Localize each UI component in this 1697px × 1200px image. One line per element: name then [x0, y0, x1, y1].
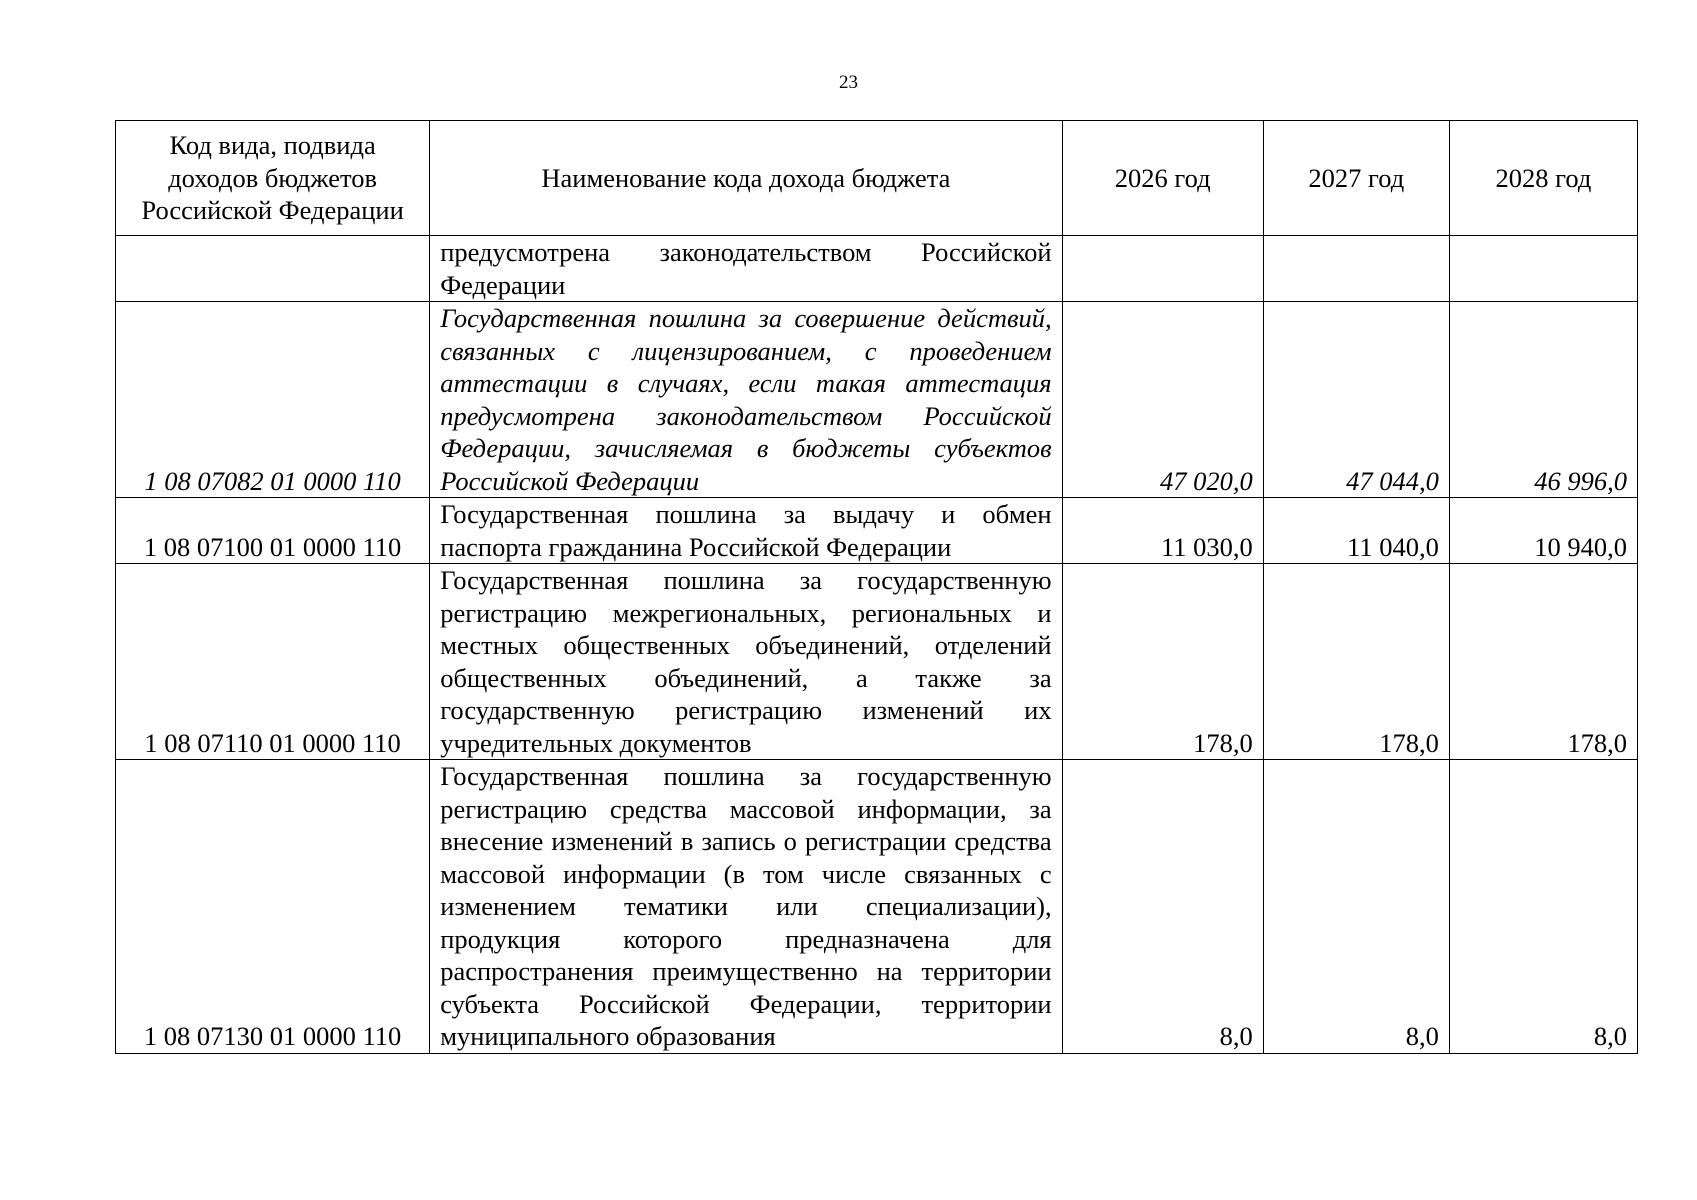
row-name: Государственная пошлина за государственную регистрацию межрегиональных, региональных и местных общественных объединений, отделений общественных объединений, а также за государственную регистрацию изменений их учредительных документов [430, 564, 1062, 760]
row-value-2026: 178,0 [1062, 564, 1263, 760]
row-code: 1 08 07130 01 0000 110 [116, 760, 430, 1054]
table-header-row [116, 121, 1638, 236]
row-code: 1 08 07100 01 0000 110 [116, 498, 430, 564]
row-value-2028: 178,0 [1449, 564, 1637, 760]
row-value-2028 [1449, 236, 1637, 302]
table-row [116, 564, 1638, 760]
row-value-2026: 8,0 [1062, 760, 1263, 1054]
page-number: 23 [839, 72, 858, 93]
header-year-2028: 2028 год [1449, 121, 1637, 236]
header-name: Наименование кода дохода бюджета [430, 121, 1062, 236]
table-row [116, 760, 1638, 1054]
row-name: Государственная пошлина за государственную регистрацию средства массовой информации, за внесение изменений в запись о регистрации средства массовой информации (в том числе связанных с изменением тематики или специализации), продукция которого предназначена для распространения преимущественно на территории субъекта Российской Федерации, территории муниципального образования [430, 760, 1062, 1054]
row-name: предусмотрена законодательством Российской Федерации [430, 236, 1062, 302]
row-value-2027: 178,0 [1263, 564, 1449, 760]
budget-revenue-table [115, 120, 1638, 1054]
row-code: 1 08 07110 01 0000 110 [116, 564, 430, 760]
row-value-2027: 8,0 [1263, 760, 1449, 1054]
row-value-2028: 8,0 [1449, 760, 1637, 1054]
row-code [116, 236, 430, 302]
header-year-2027: 2027 год [1263, 121, 1449, 236]
row-value-2026 [1062, 236, 1263, 302]
row-value-2027: 11 040,0 [1263, 498, 1449, 564]
row-value-2027: 47 044,0 [1263, 302, 1449, 498]
row-value-2026: 47 020,0 [1062, 302, 1263, 498]
header-year-2026: 2026 год [1062, 121, 1263, 236]
header-code: Код вида, подвида доходов бюджетов Российской Федерации [116, 121, 430, 236]
row-value-2026: 11 030,0 [1062, 498, 1263, 564]
row-value-2027 [1263, 236, 1449, 302]
table-row [116, 236, 1638, 302]
row-value-2028: 10 940,0 [1449, 498, 1637, 564]
row-name: Государственная пошлина за выдачу и обмен паспорта гражданина Российской Федерации [430, 498, 1062, 564]
row-code: 1 08 07082 01 0000 110 [116, 302, 430, 498]
table-row [116, 302, 1638, 498]
table-row [116, 498, 1638, 564]
row-value-2028: 46 996,0 [1449, 302, 1637, 498]
row-name: Государственная пошлина за совершение действий, связанных с лицензированием, с проведением аттестации в случаях, если такая аттестация предусмотрена законодательством Российской Федерации, зачисляемая в бюджеты субъектов Российской Федерации [430, 302, 1062, 498]
